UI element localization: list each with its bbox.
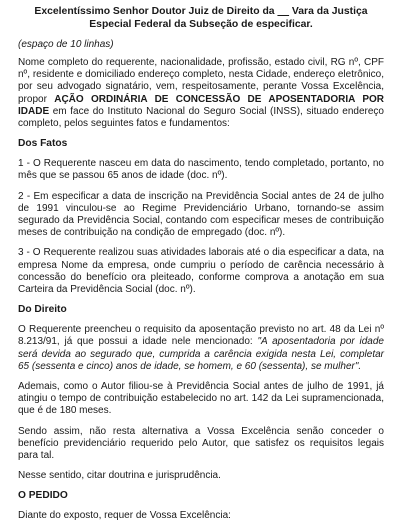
direito-paragraph-3: Sendo assim, não resta alternativa a Vossa Excelência senão conceder o benefício previdenciário requerido pelo Autor, que satisfez os requisitos legais para tal. <box>18 425 384 462</box>
fato-item-2: 2 - Em especificar a data de inscrição na Previdência Social antes de 24 de julho de 1991 vinculou-se ao Regime Previdenciário Urbano, tornando-se assim segurado da Previdência Social, contando com especificar meses de contribuição meses de contribuição na condição de empregado (doc. nº). <box>18 190 384 239</box>
title-part-2: Vara da Justiça Especial Federal da Subseção de especificar. <box>89 6 368 30</box>
direito-p1-text: O Requerente preencheu o requisito da aposentação previsto no art. 48 da Lei nº 8.213/91, já que possui a idade nele mencionado: <box>18 324 384 348</box>
pedido-paragraph-1: Diante do exposto, requer de Vossa Excelência: <box>18 510 231 522</box>
action-title: AÇÃO ORDINÁRIA DE CONCESSÃO DE APOSENTADORIA POR IDADE <box>18 93 384 117</box>
fato-item-1: 1 - O Requerente nasceu em data do nascimento, tendo completado, portanto, no mês que se passou 65 anos de idade (doc. nº). <box>18 158 384 182</box>
section-heading-fatos: Dos Fatos <box>18 138 68 150</box>
direito-paragraph-4: Nesse sentido, citar doutrina e jurisprudência. <box>18 470 221 482</box>
intro-text-after: em face do Instituto Nacional do Seguro Social (INSS), situado endereço completo, pelos seguintes fatos e fundamentos: <box>18 105 384 130</box>
spacing-note: (espaço de 10 linhas) <box>18 39 114 50</box>
section-heading-direito: Do Direito <box>18 304 67 316</box>
fato-item-3: 3 - O Requerente realizou suas atividades laborais até o dia especificar a data, na empresa Nome da empresa, onde cumpriu o período de carência necessário à concessão do benefício ora pleiteado, conforme comprova a anotação em sua Carteira da Previdência Social (doc. nº). <box>18 247 384 296</box>
section-heading-pedido: O PEDIDO <box>18 490 68 502</box>
title-blank: __ <box>277 6 290 17</box>
title-part-1: Excelentíssimo Senhor Doutor Juiz de Direito da <box>34 6 278 17</box>
intro-text-before: Nome completo do requerente, nacionalidade, profissão, estado civil, RG nº, CPF nº, residente e domiciliado endereço completo, nesta Cidade, endereço eletrônico, por seu advogado signatário, vem, respeitosamente, perante Vossa Excelência, propor <box>18 57 384 105</box>
direito-paragraph-2: Ademais, como o Autor filiou-se à Previdência Social antes de julho de 1991, já atingiu o tempo de contribuição estabelecido no art. 142 da Lei supramencionada, que é de 180 meses. <box>18 381 384 417</box>
law-quote: "A aposentadoria por idade será devida ao segurado que, cumprida a carência exigida nesta Lei, completar 65 (sessenta e cinco) anos de idade, se homem, e 60 (sessenta), se mulher". <box>18 336 384 372</box>
document-title <box>18 6 384 31</box>
direito-paragraph-1 <box>18 324 384 373</box>
intro-paragraph <box>18 57 384 130</box>
